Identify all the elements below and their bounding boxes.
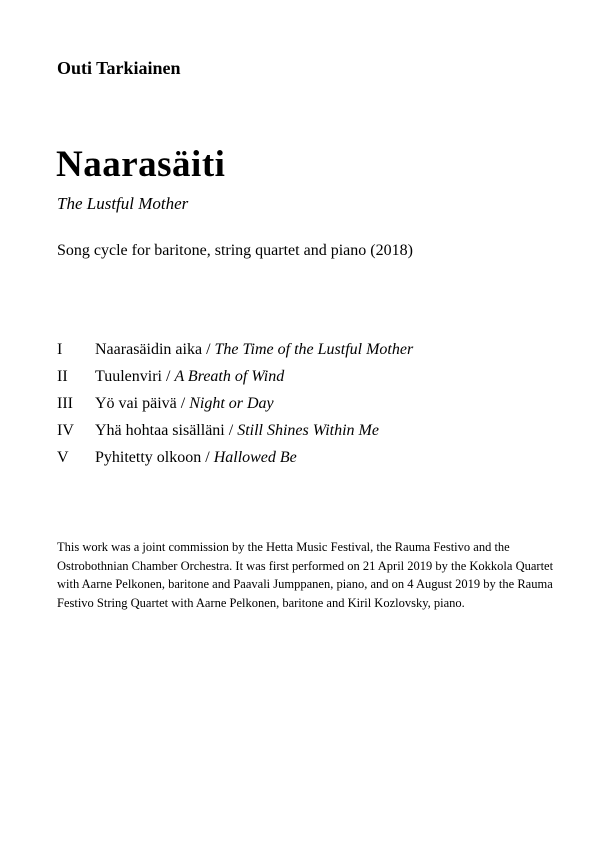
composer-name: Outi Tarkiainen	[57, 58, 181, 78]
movement-title	[95, 336, 413, 363]
movement-numeral: IV	[57, 422, 74, 439]
movement-title	[95, 444, 297, 471]
movement-row-2	[57, 363, 413, 390]
movement-separator: /	[202, 341, 215, 358]
movement-title	[95, 417, 379, 444]
movement-row-3	[57, 390, 413, 417]
movement-title	[95, 390, 274, 417]
movement-numeral: I	[57, 341, 63, 358]
movement-title-fi: Yö vai päivä	[95, 395, 177, 412]
work-subtitle: The Lustful Mother	[57, 194, 189, 213]
movement-title-en: Hallowed Be	[213, 449, 297, 466]
movement-title	[95, 363, 284, 390]
movement-title-en: A Breath of Wind	[174, 368, 285, 385]
movement-numeral: II	[57, 368, 68, 385]
movement-separator: /	[224, 422, 238, 439]
movement-title-en: Still Shines Within Me	[237, 422, 379, 439]
movement-numeral: V	[57, 449, 69, 466]
movement-row-1	[57, 336, 413, 363]
movement-title-fi: Yhä hohtaa sisälläni	[95, 422, 225, 439]
commission-note: This work was a joint commission by the Hetta Music Festival, the Rauma Festivo and the Ostrobothnian Chamber Orchestra. It was first performed on 21 April 2019 by the Kokkola Quartet with Aarne Pelkonen, baritone and Paavali Jumppanen, piano, and on 4 August 2019 by the Rauma Festivo String Quartet with Aarne Pelkonen, baritone and Kiril Kozlovsky, piano.	[57, 540, 554, 610]
movement-title-fi: Tuulenviri	[95, 368, 162, 385]
movement-numeral: III	[57, 395, 73, 412]
movement-row-4	[57, 417, 413, 444]
work-title: Naarasäiti	[56, 144, 226, 185]
movement-list	[57, 336, 413, 471]
movement-title-en: The Time of the Lustful Mother	[214, 341, 414, 358]
work-description: Song cycle for baritone, string quartet and piano (2018)	[57, 242, 413, 259]
movement-separator: /	[201, 449, 214, 466]
movement-row-5	[57, 444, 413, 471]
movement-separator: /	[176, 395, 190, 412]
movement-separator: /	[161, 368, 175, 385]
movement-title-en: Night or Day	[189, 395, 274, 412]
movement-title-fi: Pyhitetty olkoon	[95, 449, 202, 466]
movement-title-fi: Naarasäidin aika	[95, 341, 203, 358]
